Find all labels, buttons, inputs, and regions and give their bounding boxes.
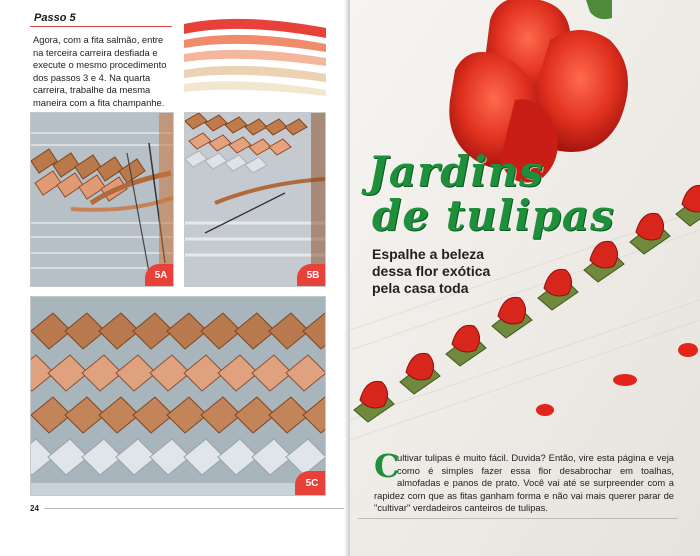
intro-paragraph [374, 447, 674, 515]
subtitle-line: pela casa toda [372, 280, 469, 296]
subtitle [372, 246, 552, 297]
footer-divider [44, 508, 344, 509]
fabric-band [31, 483, 326, 496]
step-line: carreira, trabalhe da mesma [33, 84, 151, 96]
step-line: maneira com a fita champanhe. [33, 96, 165, 108]
step-line: na terceira carreira desfiada e [33, 46, 158, 58]
step-divider [30, 26, 172, 27]
photo-5c [30, 296, 326, 496]
ribbon-swatch-illustration [180, 14, 330, 114]
step-title: Passo 5 [34, 12, 76, 24]
subtitle-line: dessa flor exótica [372, 263, 491, 279]
headline [368, 147, 615, 240]
photo-ribbon-rows-icon [185, 113, 326, 287]
footer-divider [358, 518, 678, 519]
photo-5a [30, 112, 174, 287]
headline-line: Jardins [368, 147, 544, 196]
photo-label-badge: 5B [297, 264, 325, 286]
step-line: dos passos 3 e 4. Na quarta [33, 71, 151, 83]
drop-cap: C [374, 447, 400, 485]
intro-text: ultivar tulipas é muito fácil. Duvida? Então, vire esta página e veja como é simples fazer essa flor desabrochar em toalhas, almofadas e panos de prato. Você vai até se surpreender com a rapidez com que as fitas ganham forma e não vai mais querer parar de "cultivar" verdadeiros canteiros de tulipas. [374, 452, 674, 514]
headline-line: de tulipas [372, 191, 615, 240]
photo-label-badge: 5A [145, 264, 173, 286]
photo-5b [184, 112, 326, 287]
page-number: 24 [30, 504, 39, 513]
step-line: Agora, com a fita salmão, entre [33, 34, 164, 45]
photo-finished-braid-icon [31, 297, 326, 496]
step-instructions [33, 34, 173, 110]
subtitle-line: Espalhe a beleza [372, 246, 485, 262]
photo-braided-ribbon-icon [31, 113, 174, 287]
step-line: execute o mesmo procedimento [33, 59, 167, 71]
photo-label-badge: 5C [295, 471, 325, 495]
